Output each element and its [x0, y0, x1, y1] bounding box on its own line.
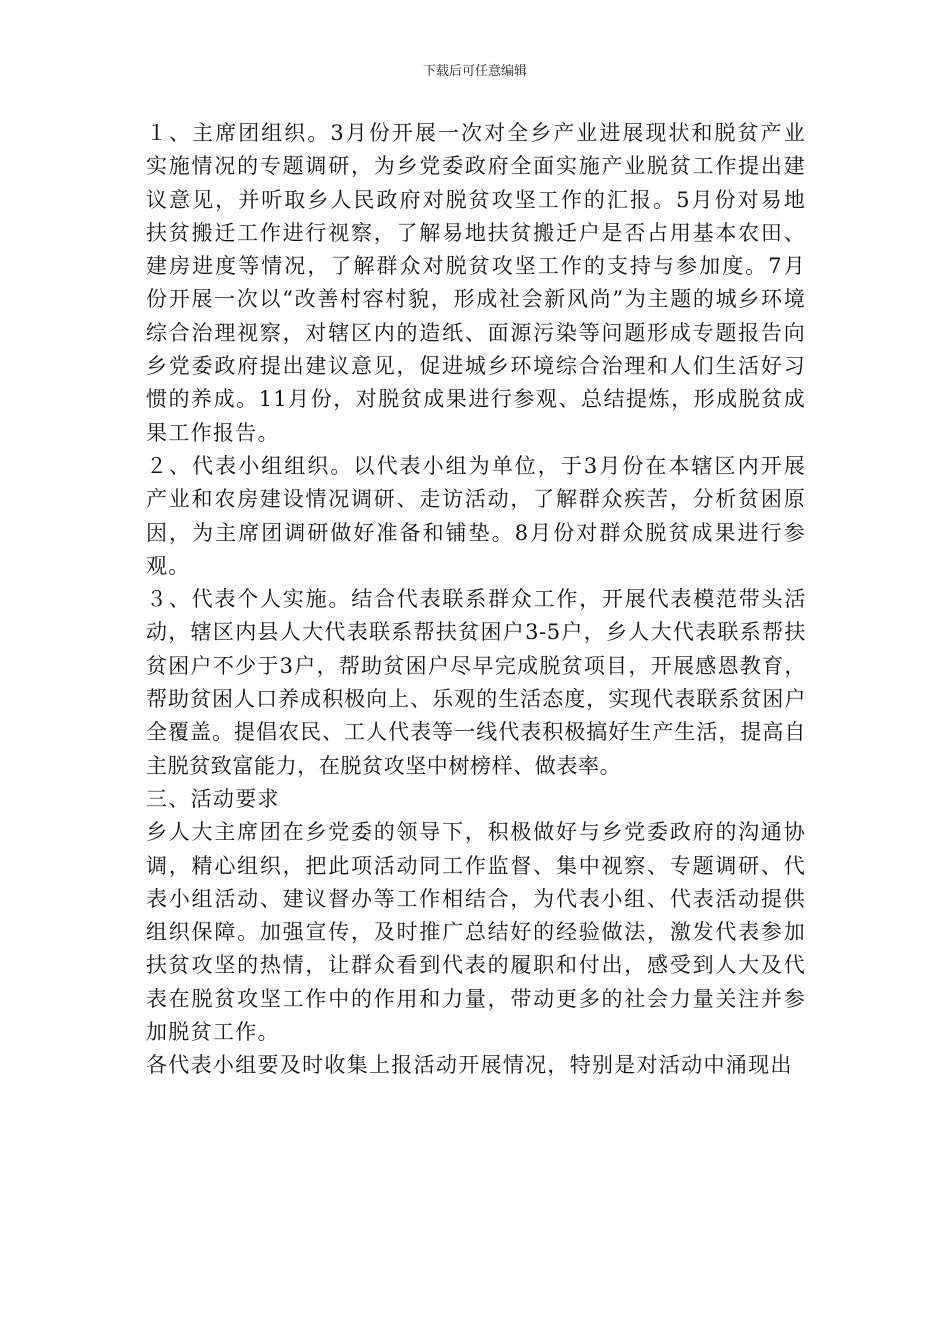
paragraph-presidium: １、主席团组织。3月份开展一次对全乡产业进展现状和脱贫产业实施情况的专题调研，为乡党委政府全面实施产业脱贫工作提出建议意见，并听取乡人民政府对脱贫攻坚工作的汇报。5月份对易地扶贫搬迁工作进行视察，了解易地扶贫搬迁户是否占用基本农田、建房进度等情况，了解群众对脱贫攻坚工作的支持与参加度。7月份开展一次以“改善村容村貌，形成社会新风尚”为主题的城乡环境综合治理视察，对辖区内的造纸、面源污染等问题形成专题报告向乡党委政府提出建议意见，促进城乡环境综合治理和人们生活好习惯的养成。11月份，对脱贫成果进行参观、总结提炼，形成脱贫成果工作报告。	[146, 121, 806, 445]
page-header-note: 下载后可任意编辑	[422, 64, 527, 79]
paragraph-delegate-groups: ２、代表小组组织。以代表小组为单位，于3月份在本辖区内开展产业和农房建设情况调研、走访活动，了解群众疾苦，分析贫困原因，为主席团调研做好准备和铺垫。8月份对群众脱贫成果进行参观。	[146, 453, 806, 578]
paragraph-individual-delegates: ３、代表个人实施。结合代表联系群众工作，开展代表模范带头活动，辖区内县人大代表联系帮扶贫困户3-5户，乡人大代表联系帮扶贫困户不少于3户，帮助贫困户尽早完成脱贫项目，开展感恩教育，帮助贫困人口养成积极向上、乐观的生活态度，实现代表联系贫困户全覆盖。提倡农民、工人代表等一线代表积极搞好生产生活，提高自主脱贫致富能力，在脱贫攻坚中树榜样、做表率。	[146, 587, 806, 778]
paragraph-requirements: 乡人大主席团在乡党委的领导下，积极做好与乡党委政府的沟通协调，精心组织，把此项活动同工作监督、集中视察、专题调研、代表小组活动、建议督办等工作相结合，为代表小组、代表活动提供组织保障。加强宣传，及时推广总结好的经验做法，激发代表参加扶贫攻坚的热情，让群众看到代表的履职和付出，感受到人大及代表在脱贫攻坚工作中的作用和力量，带动更多的社会力量关注并参加脱贫工作。	[146, 820, 806, 1045]
document-body	[146, 117, 806, 1083]
section-heading-requirements: 三、活动要求	[146, 786, 280, 811]
paragraph-reporting: 各代表小组要及时收集上报活动开展情况，特别是对活动中涌现出	[146, 1053, 793, 1078]
